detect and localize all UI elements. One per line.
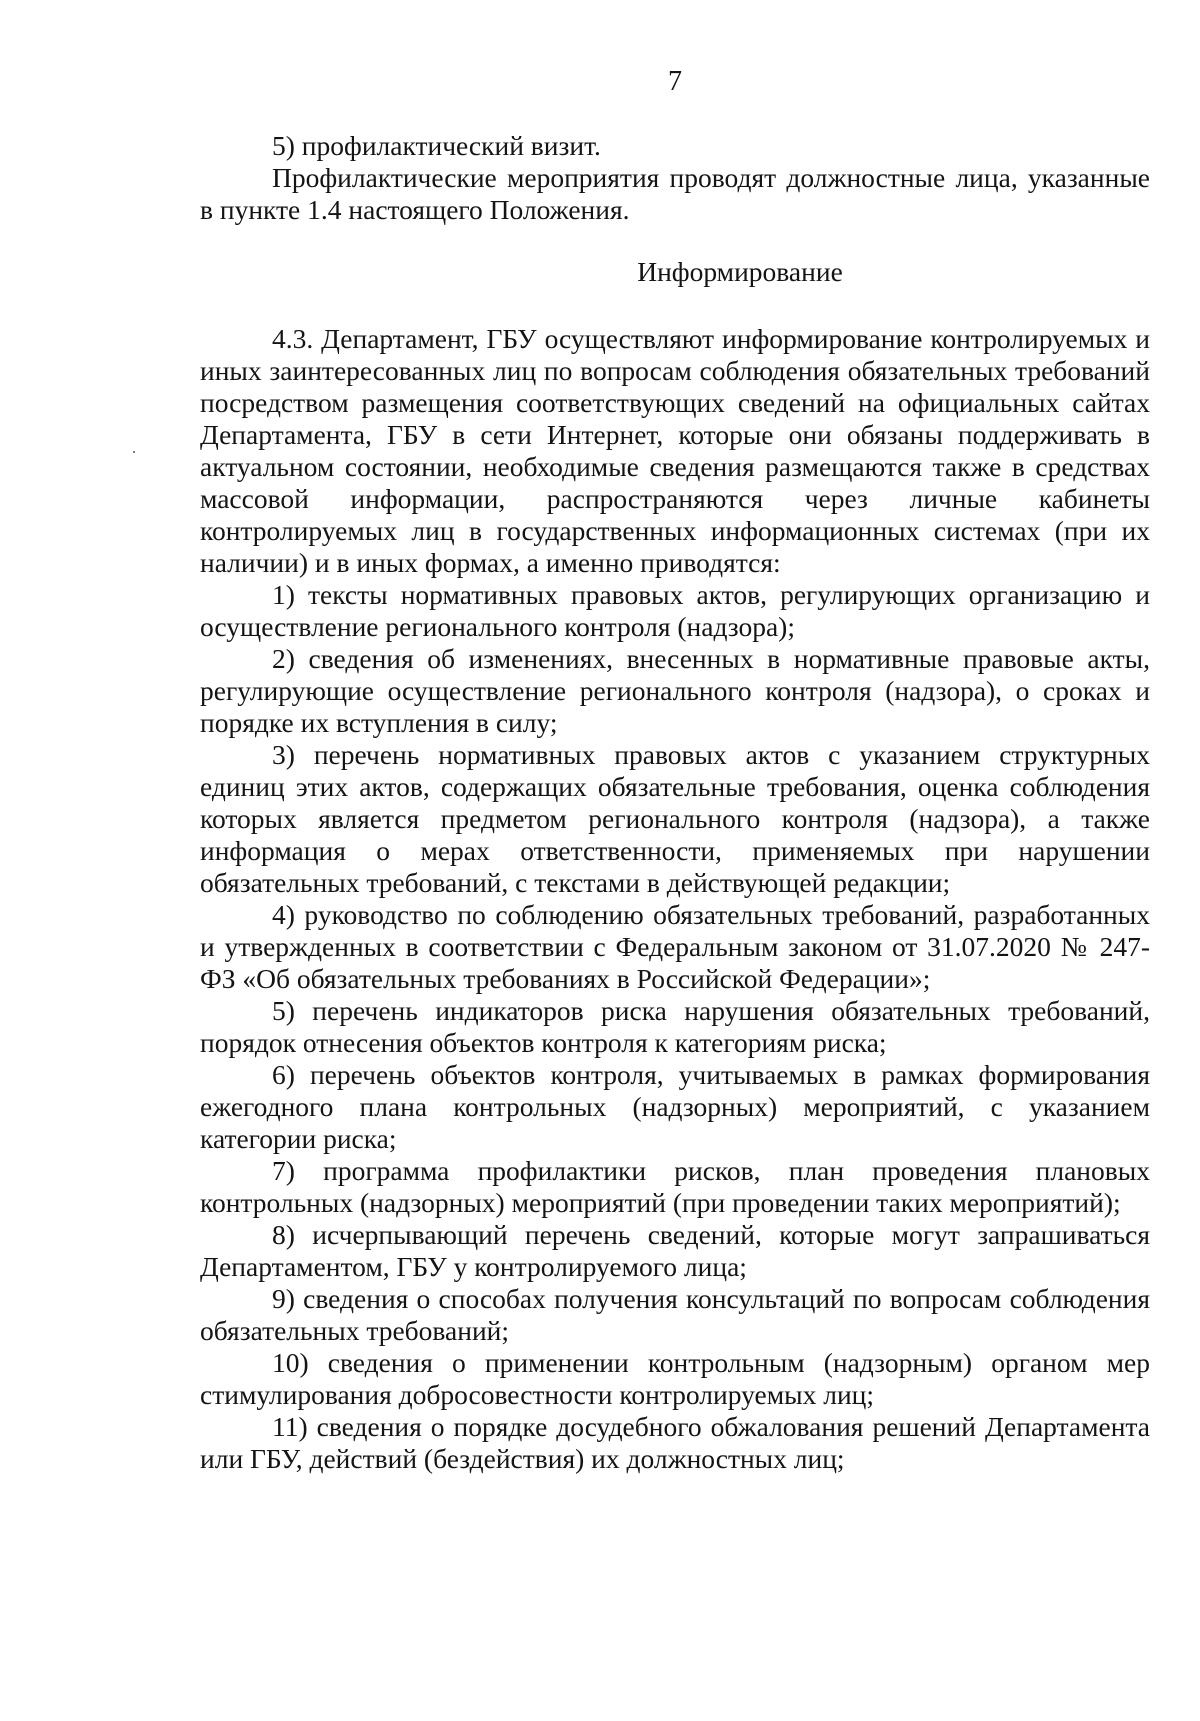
list-item-2: 2) сведения об изменениях, внесенных в нормативные правовые акты, регулирующие осуществление регионального контроля (надзора), о сроках и порядке их вступления в силу; — [200, 643, 1150, 738]
document-body — [200, 130, 1150, 1475]
list-item-4: 4) руководство по соблюдению обязательных требований, разработанных и утвержденных в соответствии с Федеральным законом от 31.07.2020 № 247-ФЗ «Об обязательных требованиях в Российской Федерации»; — [200, 899, 1150, 994]
list-item-9: 9) сведения о способах получения консультаций по вопросам соблюдения обязательных требований; — [200, 1283, 1150, 1346]
list-item-3: 3) перечень нормативных правовых актов с указанием структурных единиц этих актов, содержащих обязательные требования, оценка соблюдения которых является предметом регионального контроля (надзора), а также информация о мерах ответственности, применяемых при нарушении обязательных требований, с текстами в действующей редакции; — [200, 739, 1150, 898]
list-item-5: 5) перечень индикаторов риска нарушения обязательных требований, порядок отнесения объектов контроля к категориям риска; — [200, 995, 1150, 1058]
paragraph-officials: Профилактические мероприятия проводят должностные лица, указанные в пункте 1.4 настоящего Положения. — [200, 162, 1150, 225]
paragraph-item-5-visit: 5) профилактический визит. — [272, 130, 601, 161]
scan-speck — [133, 451, 135, 453]
list-item-7: 7) программа профилактики рисков, план проведения плановых контрольных (надзорных) мероприятий (при проведении таких мероприятий); — [200, 1155, 1150, 1218]
page-number: 7 — [668, 66, 682, 97]
list-item-11: 11) сведения о порядке досудебного обжалования решений Департамента или ГБУ, действий (бездействия) их должностных лиц; — [200, 1411, 1150, 1474]
list-item-8: 8) исчерпывающий перечень сведений, которые могут запрашиваться Департаментом, ГБУ у контролируемого лица; — [200, 1219, 1150, 1282]
list-item-6: 6) перечень объектов контроля, учитываемых в рамках формирования ежегодного плана контрольных (надзорных) мероприятий, с указанием категории риска; — [200, 1059, 1150, 1154]
list-item-1: 1) тексты нормативных правовых актов, регулирующих организацию и осуществление регионального контроля (надзора); — [200, 579, 1150, 642]
section-heading: Информирование — [637, 256, 843, 287]
paragraph-4-3: 4.3. Департамент, ГБУ осуществляют информирование контролируемых и иных заинтересованных лиц по вопросам соблюдения обязательных требований посредством размещения соответствующих сведений на официальных сайтах Департамента, ГБУ в сети Интернет, которые они обязаны поддерживать в актуальном состоянии, необходимые сведения размещаются также в средствах массовой информации, распространяются через личные кабинеты контролируемых лиц в государственных информационных системах (при их наличии) и в иных формах, а именно приводятся: — [200, 323, 1150, 578]
list-item-10: 10) сведения о применении контрольным (надзорным) органом мер стимулирования добросовестности контролируемых лиц; — [200, 1347, 1150, 1410]
